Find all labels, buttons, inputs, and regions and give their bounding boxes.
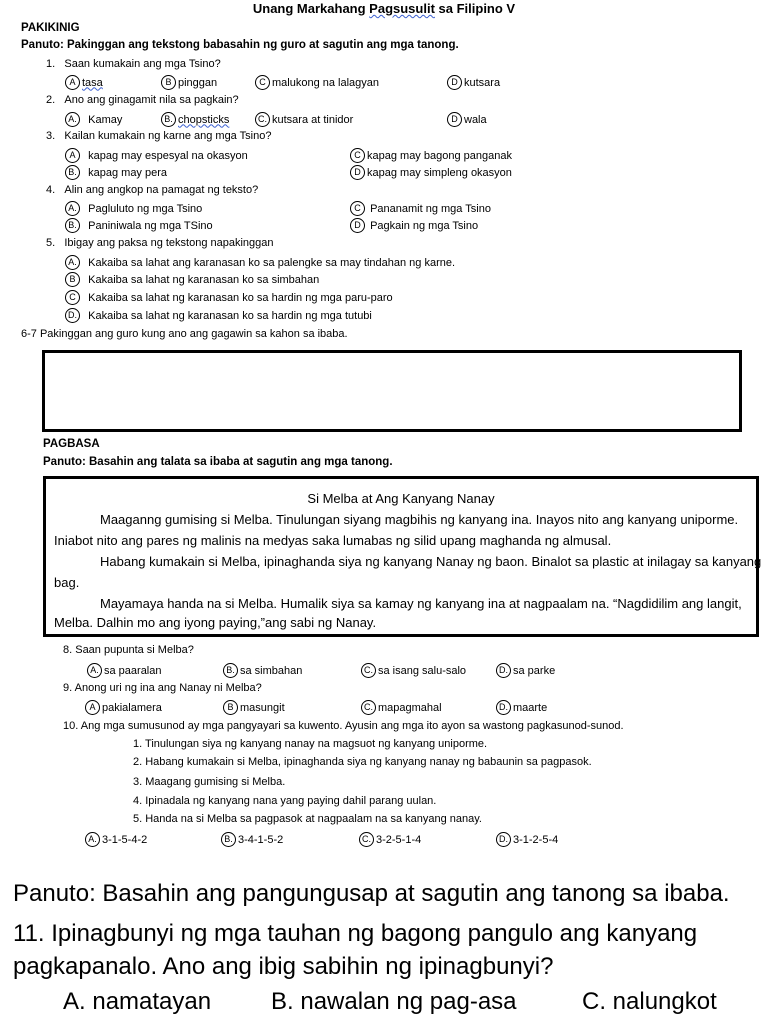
answer-box[interactable]: [42, 350, 742, 432]
story-line: Habang kumakain si Melba, ipinaghanda siya ng kanyang Nanay ng baon. Binalot sa plastic at inilagay sa kanyang: [100, 554, 762, 569]
option-circle: A: [85, 700, 100, 715]
option-circle: B.: [65, 218, 80, 233]
question-2: 2. Ano ang ginagamit nila sa pagkain?: [46, 94, 239, 106]
option-9d[interactable]: D. maarte: [496, 700, 547, 715]
story-line: bag.: [54, 575, 80, 590]
option-circle: D: [350, 218, 365, 233]
option-11c[interactable]: C. nalungkot: [582, 988, 717, 1015]
option-8d[interactable]: D. sa parke: [496, 663, 555, 678]
event-item: 3. Maagang gumising si Melba.: [133, 776, 286, 788]
option-circle: C.: [361, 663, 376, 678]
story-box: [43, 476, 762, 637]
section-heading-pakikinig: PAKIKINIG: [21, 22, 80, 34]
question-9: 9. Anong uri ng ina ang Nanay ni Melba?: [63, 682, 262, 694]
question-5: 5. Ibigay ang paksa ng tekstong napakinggan: [46, 237, 274, 249]
option-circle: D: [447, 112, 462, 127]
question-6-7: 6-7 Pakinggan ang guro kung ano ang gagawin sa kahon sa ibaba.: [21, 328, 348, 340]
title-underlined-word: Pagsusulit: [369, 1, 435, 16]
option-4b[interactable]: B. Paniniwala ng mga TSino: [65, 218, 213, 233]
option-circle: C.: [361, 700, 376, 715]
option-circle: B.: [65, 165, 80, 180]
option-circle: B.: [161, 112, 176, 127]
option-circle: B.: [223, 663, 238, 678]
option-4d[interactable]: D Pagkain ng mga Tsino: [350, 218, 478, 233]
option-circle: A.: [87, 663, 102, 678]
option-9a[interactable]: A pakialamera: [85, 700, 162, 715]
option-circle: D: [350, 165, 365, 180]
story-line: Melba. Dalhin mo ang iyong paying,”ang sabi ng Nanay.: [54, 615, 377, 630]
option-circle: C.: [359, 832, 374, 847]
event-item: 5. Handa na si Melba sa pagpasok at nagpaalam na sa kanyang nanay.: [133, 813, 482, 825]
option-circle: C.: [255, 112, 270, 127]
option-circle: D: [447, 75, 462, 90]
option-9c[interactable]: C. mapagmahal: [361, 700, 442, 715]
option-5c[interactable]: C Kakaiba sa lahat ng karanasan ko sa hardin ng mga paru-paro: [65, 290, 393, 305]
option-circle: D.: [65, 308, 80, 323]
option-2b[interactable]: B. chopsticks: [161, 112, 229, 127]
option-circle: A.: [65, 112, 80, 127]
option-circle: A.: [65, 255, 80, 270]
instructions-pakikinig: Panuto: Pakinggan ang tekstong babasahin ng guro at sagutin ang mga tanong.: [21, 39, 459, 51]
question-3: 3. Kailan kumakain ng karne ang mga Tsino?: [46, 130, 272, 142]
option-10b[interactable]: B. 3-4-1-5-2: [221, 832, 283, 847]
option-11b[interactable]: B. nawalan ng pag-asa: [271, 988, 517, 1015]
option-circle: C: [65, 290, 80, 305]
option-circle: C: [350, 201, 365, 216]
option-circle: A: [65, 148, 80, 163]
option-9b[interactable]: B masungit: [223, 700, 285, 715]
option-circle: B: [223, 700, 238, 715]
option-4a[interactable]: A. Pagluluto ng mga Tsino: [65, 201, 202, 216]
exam-title-text: Unang Markahang Pagsusulit sa Filipino V: [252, 1, 516, 16]
option-5d[interactable]: D. Kakaiba sa lahat ng karanasan ko sa hardin ng mga tutubi: [65, 308, 372, 323]
question-8: 8. Saan pupunta si Melba?: [63, 644, 194, 656]
option-circle: D.: [496, 663, 511, 678]
option-10c[interactable]: C. 3-2-5-1-4: [359, 832, 421, 847]
story-line: Mayamaya handa na si Melba. Humalik siya sa kamay ng kanyang ina at nagpaalam na. “Nagdidilim ang langit,: [100, 596, 742, 611]
option-circle: C: [255, 75, 270, 90]
option-5b[interactable]: B Kakaiba sa lahat ng karanasan ko sa simbahan: [65, 272, 319, 287]
section-heading-pagbasa: PAGBASA: [43, 438, 100, 450]
option-circle: C: [350, 148, 365, 163]
option-3a[interactable]: A kapag may espesyal na okasyon: [65, 148, 248, 163]
exam-title: [0, 1, 768, 16]
question-1: 1. Saan kumakain ang mga Tsino?: [46, 58, 221, 70]
option-circle: B: [65, 272, 80, 287]
question-11-line-2: pagkapanalo. Ano ang ibig sabihin ng ipinagbunyi?: [13, 953, 554, 980]
option-10d[interactable]: D. 3-1-2-5-4: [496, 832, 558, 847]
option-1a[interactable]: A tasa: [65, 75, 103, 90]
option-circle: A.: [85, 832, 100, 847]
option-2d[interactable]: D wala: [447, 112, 487, 127]
event-item: 4. Ipinadala ng kanyang nana yang paying dahil parang uulan.: [133, 795, 437, 807]
option-10a[interactable]: A. 3-1-5-4-2: [85, 832, 147, 847]
instructions-section-3: Panuto: Basahin ang pangungusap at sagutin ang tanong sa ibaba.: [13, 880, 730, 907]
option-circle: A: [65, 75, 80, 90]
option-2c[interactable]: C. kutsara at tinidor: [255, 112, 353, 127]
question-11-line-1: 11. Ipinagbunyi ng mga tauhan ng bagong pangulo ang kanyang: [13, 920, 698, 947]
question-4: 4. Alin ang angkop na pamagat ng teksto?: [46, 184, 259, 196]
option-circle: B.: [221, 832, 236, 847]
option-circle: D.: [496, 700, 511, 715]
story-title: Si Melba at Ang Kanyang Nanay: [307, 491, 495, 506]
option-3d[interactable]: D kapag may simpleng okasyon: [350, 165, 512, 180]
event-item: 2. Habang kumakain si Melba, ipinaghanda siya ng kanyang nanay ng babaunin sa pagpasok.: [133, 756, 592, 768]
option-5a[interactable]: A. Kakaiba sa lahat ang karanasan ko sa palengke sa may tindahan ng karne.: [65, 255, 455, 270]
event-item: 1. Tinulungan siya ng kanyang nanay na magsuot ng kanyang uniporme.: [133, 738, 488, 750]
option-3c[interactable]: C kapag may bagong panganak: [350, 148, 512, 163]
option-1c[interactable]: C malukong na lalagyan: [255, 75, 379, 90]
story-line: Maaganng gumising si Melba. Tinulungan siyang magbihis ng kanyang ina. Inayos nito ang kanyang uniporme.: [100, 512, 739, 527]
option-4c[interactable]: C Pananamit ng mga Tsino: [350, 201, 491, 216]
option-circle: D.: [496, 832, 511, 847]
option-8b[interactable]: B. sa simbahan: [223, 663, 302, 678]
option-8a[interactable]: A. sa paaralan: [87, 663, 162, 678]
option-1b[interactable]: B pinggan: [161, 75, 217, 90]
option-8c[interactable]: C. sa isang salu-salo: [361, 663, 466, 678]
option-2a[interactable]: A. Kamay: [65, 112, 122, 127]
story-line: Iniabot nito ang pares ng malinis na medyas saka lumabas ng silid upang maghanda ng almusal.: [54, 533, 612, 548]
option-1d[interactable]: D kutsara: [447, 75, 500, 90]
instructions-pagbasa: Panuto: Basahin ang talata sa ibaba at sagutin ang mga tanong.: [43, 456, 393, 468]
question-10: 10. Ang mga sumusunod ay mga pangyayari sa kuwento. Ayusin ang mga ito ayon sa wastong pagkasunod-sunod.: [63, 720, 624, 732]
option-circle: A.: [65, 201, 80, 216]
option-11a[interactable]: A. namatayan: [63, 988, 212, 1015]
option-circle: B: [161, 75, 176, 90]
option-3b[interactable]: B. kapag may pera: [65, 165, 167, 180]
